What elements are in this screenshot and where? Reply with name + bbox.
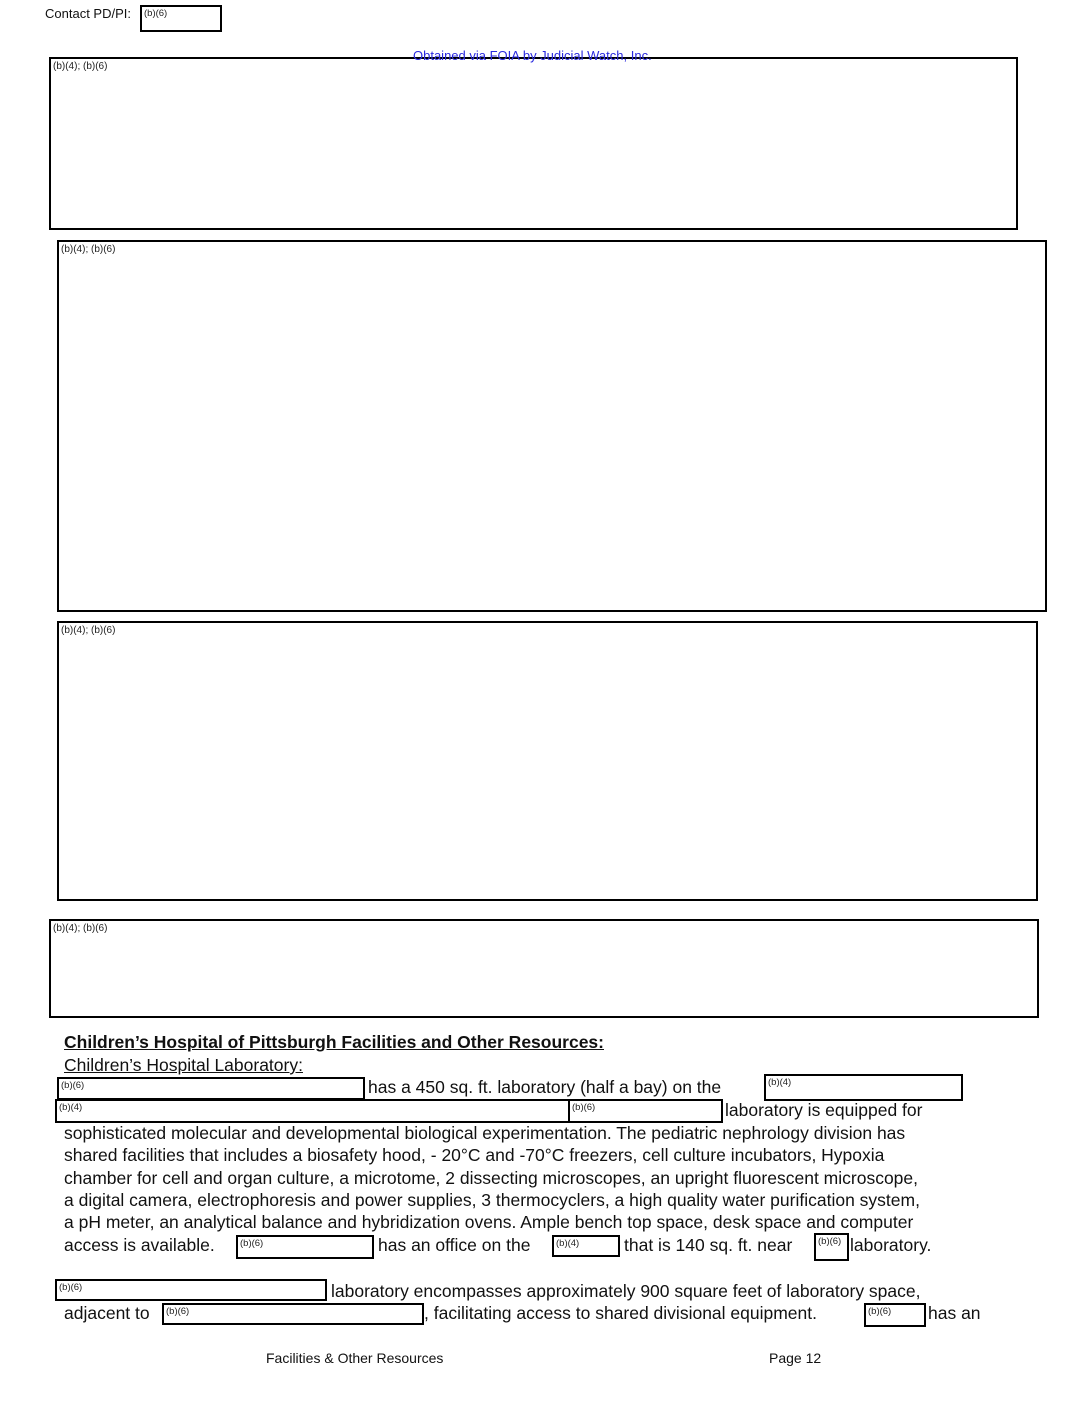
paragraph-text: a pH meter, an analytical balance and hybridization ovens. Ample bench top space, desk space and computer bbox=[64, 1212, 914, 1232]
redaction-code: (b)(4); (b)(6) bbox=[61, 625, 116, 636]
redaction-box bbox=[55, 1279, 327, 1301]
paragraph-text: laboratory is equipped for bbox=[725, 1100, 923, 1120]
redaction-code: (b)(6) bbox=[59, 1282, 83, 1293]
foia-watermark: Obtained via FOIA by Judicial Watch, Inc. bbox=[413, 48, 652, 63]
paragraph-text: , facilitating access to shared divisional equipment. bbox=[424, 1303, 817, 1323]
redaction-code: (b)(4); (b)(6) bbox=[61, 244, 116, 255]
paragraph-text: has an office on the bbox=[378, 1235, 531, 1255]
paragraph-text: adjacent to bbox=[64, 1303, 150, 1323]
redaction-code: (b)(6) bbox=[144, 8, 168, 19]
redaction-code: (b)(4) bbox=[556, 1238, 580, 1249]
redaction-code: (b)(4) bbox=[59, 1102, 83, 1113]
paragraph-text: laboratory encompasses approximately 900 square feet of laboratory space, bbox=[331, 1281, 921, 1301]
paragraph-text: a digital camera, electrophoresis and power supplies, 3 thermocyclers, a high quality water purification system, bbox=[64, 1190, 920, 1210]
section-heading: Children’s Hospital of Pittsburgh Facilities and Other Resources: bbox=[64, 1032, 604, 1052]
redaction-box bbox=[57, 1077, 365, 1100]
redaction-code: (b)(6) bbox=[240, 1238, 264, 1249]
redaction-code: (b)(4); (b)(6) bbox=[53, 61, 108, 72]
redaction-box bbox=[55, 1099, 570, 1123]
divider-line bbox=[190, 899, 246, 901]
redaction-code: (b)(6) bbox=[818, 1236, 842, 1247]
paragraph-text: has a 450 sq. ft. laboratory (half a bay) on the bbox=[368, 1077, 722, 1097]
contact-pdpi-redaction bbox=[140, 5, 222, 32]
redaction-code: (b)(6) bbox=[61, 1080, 85, 1091]
redaction-box bbox=[236, 1235, 374, 1259]
paragraph-text: laboratory. bbox=[850, 1235, 932, 1255]
redaction-box bbox=[764, 1074, 963, 1101]
footer-section-title: Facilities & Other Resources bbox=[266, 1350, 444, 1366]
redacted-section-4 bbox=[49, 919, 1039, 1018]
paragraph-text: has an bbox=[928, 1303, 981, 1323]
redacted-section-1 bbox=[49, 57, 1018, 230]
redaction-code: (b)(4); (b)(6) bbox=[53, 923, 108, 934]
redaction-code: (b)(4) bbox=[768, 1077, 792, 1088]
redacted-section-3 bbox=[57, 621, 1038, 901]
section-subheading: Children’s Hospital Laboratory: bbox=[64, 1055, 303, 1075]
contact-pdpi-label: Contact PD/PI: bbox=[45, 6, 131, 21]
redaction-box bbox=[162, 1303, 424, 1325]
redacted-section-2 bbox=[57, 240, 1047, 612]
footer-page-number: Page 12 bbox=[769, 1350, 822, 1366]
redaction-code: (b)(6) bbox=[572, 1102, 596, 1113]
paragraph-text: sophisticated molecular and developmental biological experimentation. The pediatric nephrology division has bbox=[64, 1123, 906, 1143]
paragraph-text: that is 140 sq. ft. near bbox=[624, 1235, 793, 1255]
paragraph-text: access is available. bbox=[64, 1235, 215, 1255]
paragraph-text: chamber for cell and organ culture, a microtome, 2 dissecting microscopes, an upright fluorescent microscope, bbox=[64, 1168, 919, 1188]
redaction-box bbox=[568, 1099, 723, 1123]
redaction-box bbox=[864, 1303, 926, 1327]
paragraph-text: shared facilities that includes a biosafety hood, - 20°C and -70°C freezers, cell culture incubators, Hypoxia bbox=[64, 1145, 885, 1165]
redaction-box bbox=[552, 1235, 620, 1257]
redaction-code: (b)(6) bbox=[868, 1306, 892, 1317]
redaction-box bbox=[814, 1233, 849, 1261]
redaction-code: (b)(6) bbox=[166, 1306, 190, 1317]
